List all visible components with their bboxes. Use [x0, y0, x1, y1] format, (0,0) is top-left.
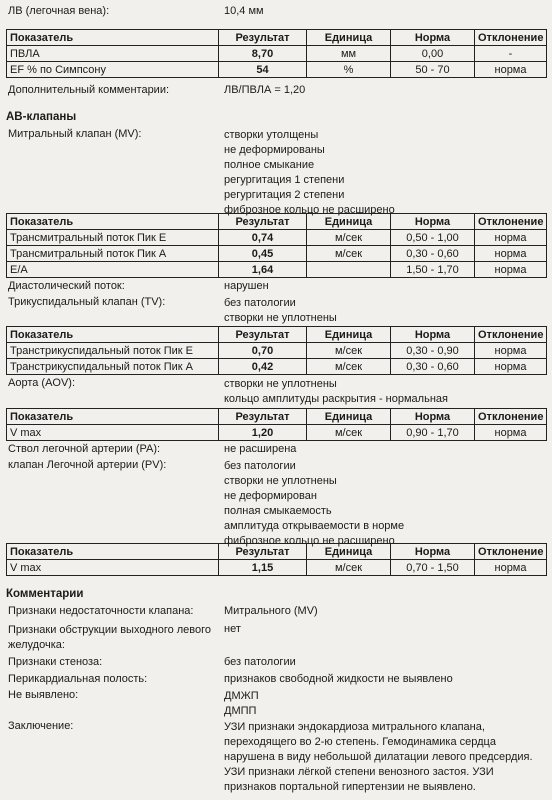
pa-label: Ствол легочной артерии (PA): [8, 443, 161, 455]
conclusion-line: признаков портальной гипертензии не выявлено. [224, 781, 476, 793]
header-deviation: Отклонение [475, 544, 547, 560]
table-row [7, 46, 547, 62]
cell-indicator: ПВЛА [7, 46, 219, 62]
cell-deviation: норма [475, 425, 547, 441]
table-pulmonary [6, 543, 547, 576]
not-found-item: ДМЖП [224, 690, 259, 702]
table-mitral [6, 213, 547, 278]
cell-result: 0,74 [219, 230, 307, 246]
pv-finding: амплитуда открываемости в норме [224, 520, 405, 532]
cell-deviation: норма [475, 62, 547, 78]
cell-unit: м/сек [307, 359, 391, 375]
cell-indicator: V max [7, 560, 219, 576]
obstruction-label [8, 623, 211, 653]
header-unit: Единица [307, 214, 391, 230]
cell-indicator: EF % по Симпсону [7, 62, 219, 78]
tv-finding: без патологии [224, 297, 296, 309]
conclusion-text [224, 720, 533, 795]
header-indicator: Показатель [7, 327, 219, 343]
header-unit: Единица [307, 327, 391, 343]
cell-unit: м/сек [307, 425, 391, 441]
aov-finding: створки не уплотнены [224, 378, 337, 390]
tv-label: Трикуспидальный клапан (TV): [8, 296, 166, 308]
cell-indicator: Транстрикуспидальный поток Пик Е [7, 343, 219, 359]
cell-indicator: Транстрикуспидальный поток Пик А [7, 359, 219, 375]
cell-norm: 50 - 70 [391, 62, 475, 78]
cell-unit: м/сек [307, 343, 391, 359]
table-aorta [6, 408, 547, 441]
header-result: Результат [219, 544, 307, 560]
conclusion-line: нарушена в виду небольшой дилатации левого предсердия. [224, 751, 533, 763]
pv-finding: не деформирован [224, 490, 317, 502]
insufficiency-label: Признаки недостаточности клапана: [8, 605, 194, 617]
cell-norm: 0,30 - 0,60 [391, 359, 475, 375]
conclusion-line: УЗИ признаки лёгкой степени венозного застоя. УЗИ [224, 766, 494, 778]
table-row [7, 246, 547, 262]
diastolic-label: Диастолический поток: [8, 280, 125, 292]
tv-finding: створки не уплотнены [224, 312, 337, 324]
cell-unit: м/сек [307, 230, 391, 246]
pa-value: не расширена [224, 443, 297, 455]
obstruction-value: нет [224, 623, 241, 635]
header-result: Результат [219, 214, 307, 230]
header-deviation: Отклонение [475, 327, 547, 343]
table-row [7, 262, 547, 278]
table-header [7, 409, 547, 425]
cell-norm: 0,70 - 1,50 [391, 560, 475, 576]
table-tricuspid [6, 326, 547, 375]
header-deviation: Отклонение [475, 409, 547, 425]
mv-finding: створки утолщены [224, 129, 319, 141]
header-norm: Норма [391, 544, 475, 560]
mv-finding: полное смыкание [224, 159, 315, 171]
cell-result: 0,70 [219, 343, 307, 359]
header-indicator: Показатель [7, 409, 219, 425]
mv-finding: фиброзное кольцо не расширено [224, 204, 395, 216]
header-norm: Норма [391, 409, 475, 425]
insufficiency-value: Митрального (MV) [224, 605, 318, 617]
cell-result: 1,15 [219, 560, 307, 576]
cell-unit: м/сек [307, 560, 391, 576]
cell-deviation: норма [475, 343, 547, 359]
cell-norm: 0,30 - 0,90 [391, 343, 475, 359]
cell-result: 54 [219, 62, 307, 78]
table-row [7, 343, 547, 359]
diastolic-value: нарушен [224, 280, 269, 292]
cell-deviation: норма [475, 230, 547, 246]
cell-unit: мм [307, 46, 391, 62]
table-pvla [6, 29, 547, 78]
stenosis-value: без патологии [224, 656, 296, 668]
header-indicator: Показатель [7, 544, 219, 560]
pv-findings [224, 459, 404, 549]
pv-label: клапан Легочной артерии (PV): [8, 459, 167, 471]
cell-indicator: E/A [7, 262, 219, 278]
lv-label: ЛВ (легочная вена): [8, 5, 110, 17]
cell-norm: 0,30 - 0,60 [391, 246, 475, 262]
table-row [7, 230, 547, 246]
pv-finding: без патологии [224, 460, 296, 472]
cell-result: 0,45 [219, 246, 307, 262]
additional-comment-value: ЛВ/ПВЛА = 1,20 [224, 84, 306, 96]
additional-comment-label: Дополнительный комментарии: [8, 84, 170, 96]
cell-indicator: V max [7, 425, 219, 441]
table-header [7, 214, 547, 230]
header-unit: Единица [307, 544, 391, 560]
header-indicator: Показатель [7, 30, 219, 46]
tv-findings [224, 296, 337, 326]
lv-row [0, 5, 552, 20]
mv-finding: регургитация 1 степени [224, 174, 345, 186]
header-indicator: Показатель [7, 214, 219, 230]
lv-value: 10,4 мм [224, 5, 264, 17]
header-norm: Норма [391, 30, 475, 46]
header-unit: Единица [307, 30, 391, 46]
table-header [7, 544, 547, 560]
cell-norm: 0,90 - 1,70 [391, 425, 475, 441]
header-norm: Норма [391, 327, 475, 343]
cell-result: 1,64 [219, 262, 307, 278]
cell-deviation: норма [475, 560, 547, 576]
pv-finding: полная смыкаемость [224, 505, 332, 517]
table-row [7, 62, 547, 78]
cell-indicator: Трансмитральный поток Пик Е [7, 230, 219, 246]
cell-unit: м/сек [307, 246, 391, 262]
pv-finding: фиброзное кольцо не расширено [224, 535, 395, 547]
not-found-label: Не выявлено: [8, 689, 79, 701]
cell-result: 1,20 [219, 425, 307, 441]
aov-finding: кольцо амплитуды раскрытия - нормальная [224, 393, 448, 405]
mv-finding: регургитация 2 степени [224, 189, 345, 201]
cell-deviation: норма [475, 246, 547, 262]
header-deviation: Отклонение [475, 30, 547, 46]
header-deviation: Отклонение [475, 214, 547, 230]
table-row [7, 560, 547, 576]
cell-unit [307, 262, 391, 278]
table-header [7, 30, 547, 46]
cell-norm: 0,00 [391, 46, 475, 62]
av-section-title: АВ-клапаны [6, 111, 77, 123]
conclusion-line: УЗИ признаки эндокардиоза митрального клапана, [224, 721, 485, 733]
stenosis-label: Признаки стеноза: [8, 656, 103, 668]
cell-unit: % [307, 62, 391, 78]
cell-result: 8,70 [219, 46, 307, 62]
header-result: Результат [219, 30, 307, 46]
pericardial-label: Перикардиальная полость: [8, 673, 148, 685]
conclusion-label: Заключение: [8, 720, 74, 732]
cell-indicator: Трансмитральный поток Пик А [7, 246, 219, 262]
conclusion-line: переходящего во 2-ю степень. Гемодинамика сердца [224, 736, 496, 748]
cell-result: 0,42 [219, 359, 307, 375]
cell-norm: 1,50 - 1,70 [391, 262, 475, 278]
mv-finding: не деформированы [224, 144, 325, 156]
cell-deviation: норма [475, 262, 547, 278]
cell-deviation: - [475, 46, 547, 62]
mv-findings [224, 128, 395, 218]
mv-label: Митральный клапан (MV): [8, 128, 142, 140]
pericardial-value: признаков свободной жидкости не выявлено [224, 673, 453, 685]
cell-norm: 0,50 - 1,00 [391, 230, 475, 246]
table-header [7, 327, 547, 343]
comments-title: Комментарии [6, 588, 84, 600]
table-row [7, 359, 547, 375]
obstruction-label-line: Признаки обструкции выходного левого [8, 624, 212, 636]
header-norm: Норма [391, 214, 475, 230]
table-row [7, 425, 547, 441]
aov-label: Аорта (AOV): [8, 377, 76, 389]
not-found-item: ДМПП [224, 705, 257, 717]
cell-deviation: норма [475, 359, 547, 375]
header-result: Результат [219, 409, 307, 425]
header-result: Результат [219, 327, 307, 343]
header-unit: Единица [307, 409, 391, 425]
aov-findings [224, 377, 448, 407]
obstruction-label-line: желудочка: [8, 639, 65, 651]
pv-finding: створки не уплотнены [224, 475, 337, 487]
not-found-list [224, 689, 259, 719]
